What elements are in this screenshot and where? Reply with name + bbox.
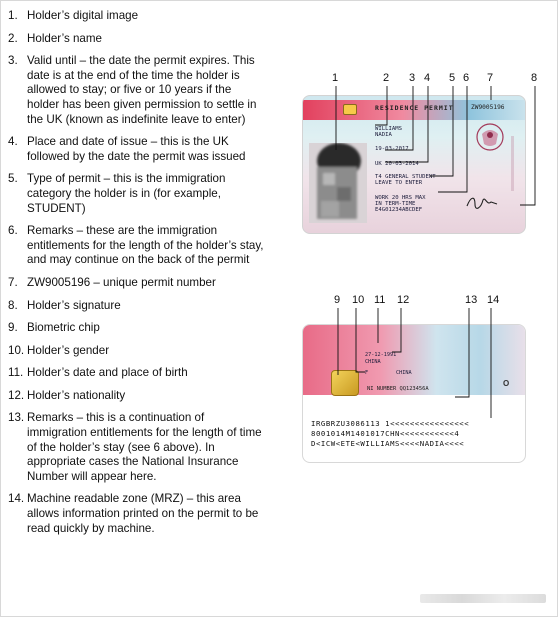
given-name: NADIA [375, 132, 392, 138]
mrz-line-2: 8001014M1401017CHN<<<<<<<<<<<4 [311, 429, 460, 438]
list-item: 11. Holder’s date and place of birth [8, 366, 188, 380]
list-item: 7. ZW9005196 – unique permit number [8, 275, 216, 289]
permit-front-card [302, 95, 526, 234]
permit-number: ZW9005196 [471, 104, 505, 111]
date-of-birth: 27-12-1991 [365, 352, 397, 358]
callout-13: 13 [465, 294, 478, 306]
place-date-issue: UK 20-03-2014 [375, 161, 419, 167]
mrz-zone [311, 419, 469, 449]
callout-2: 2 [383, 72, 390, 84]
callout-11: 11 [374, 294, 386, 306]
list-item: 9. Biometric chip [8, 321, 100, 335]
callout-3: 3 [409, 72, 416, 84]
list-item: 5. Type of permit – this is the immigration category the holder is in (for example, STUDENT) [8, 172, 226, 215]
list-item: 8. Holder’s signature [8, 298, 121, 312]
holder-photo [309, 143, 367, 223]
list-item: 12. Holder’s nationality [8, 388, 126, 402]
royal-crest-icon [473, 120, 507, 154]
list-item: 3. Valid until – the date the permit expires. This date is at the end of the time the holder is allowed to stay; or five or 10 years if the holder has been given permission to settle in the UK (known as indefinite leave to enter) [8, 54, 257, 126]
mrz-line-3: D<ICW<ETE<WILLIAMS<<<<NADIA<<<< [311, 439, 465, 448]
list-item: 10. Holder’s gender [8, 343, 110, 357]
callout-1: 1 [332, 72, 339, 84]
o-mark: O [503, 379, 510, 388]
blurred-watermark [420, 594, 546, 603]
ni-number: NI NUMBER QQ123456A [367, 386, 429, 392]
remarks-line-3: E4G01234ABCDEF [375, 207, 423, 213]
remarks-line-2: IN TERM-TIME [375, 201, 416, 207]
callout-14: 14 [487, 294, 500, 306]
remarks-line-1: WORK 20 HRS MAX [375, 195, 426, 201]
callout-10: 10 [352, 294, 365, 306]
nationality: CHINA [396, 370, 412, 376]
birth-place: CHINA [365, 359, 381, 365]
permit-type: T4 GENERAL STUDENT [375, 174, 436, 180]
permit-back-card [302, 324, 526, 463]
callout-8: 8 [531, 72, 538, 84]
callout-9: 9 [334, 294, 341, 306]
leave-type: LEAVE TO ENTER [375, 180, 423, 186]
list-item: 1. Holder’s digital image [8, 9, 139, 22]
gender: F [365, 370, 369, 376]
list-item: 4. Place and date of issue – this is the UK followed by the date the permit was issued [8, 135, 246, 163]
list-item: 13. Remarks – this is a continuation of immigration entitlements for the length of time of the holder’s stay (see 6 above). In appropriate cases the National Insurance Number will appear here. [8, 411, 262, 483]
vertical-security-text [507, 130, 519, 200]
biometric-chip-icon [331, 370, 359, 396]
callout-4: 4 [424, 72, 431, 84]
card-title: RESIDENCE PERMIT [375, 104, 454, 112]
explanation-list [8, 9, 266, 544]
callout-12: 12 [397, 294, 410, 306]
chip-symbol-icon [343, 104, 357, 115]
mrz-line-1: IRGBRZU3086113 1<<<<<<<<<<<<<<<< [311, 419, 470, 428]
callout-6: 6 [463, 72, 470, 84]
surname: WILLIAMS [375, 126, 402, 132]
callout-5: 5 [449, 72, 456, 84]
valid-until: 19-03-2017 [375, 146, 409, 152]
callout-7: 7 [487, 72, 494, 84]
list-item: 14. Machine readable zone (MRZ) – this area allows information printed on the permit to be read quickly by machine. [8, 492, 259, 535]
list-item: 6. Remarks – these are the immigration entitlements for the length of the holder’s stay, and may continue on the back of the permit [8, 224, 264, 267]
list-item: 2. Holder’s name [8, 31, 102, 45]
